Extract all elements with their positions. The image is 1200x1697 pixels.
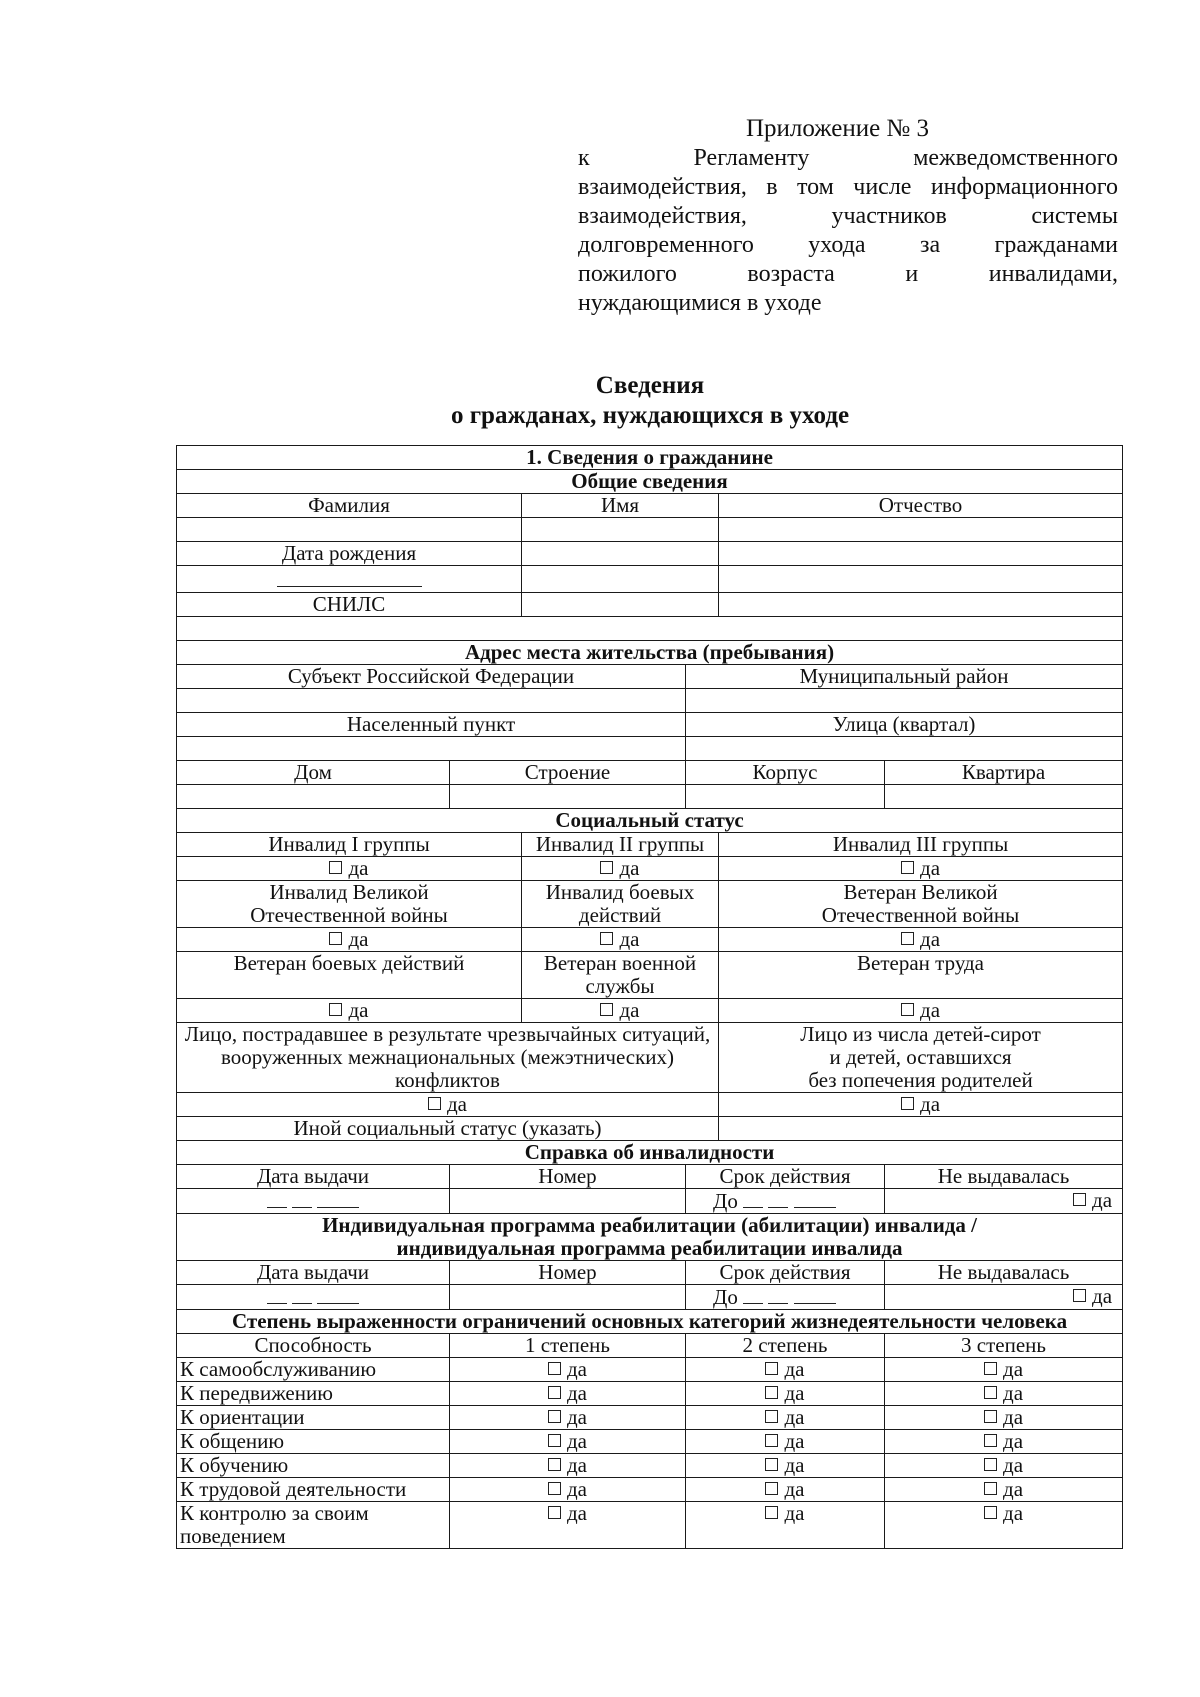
degree-1-checkbox[interactable]: да — [450, 1502, 686, 1549]
checkbox-icon — [984, 1482, 997, 1495]
empty-cell — [719, 566, 1123, 593]
checkbox-icon — [329, 861, 342, 874]
limits-degree-3-header: 3 степень — [885, 1334, 1123, 1358]
disabled-group-2-label: Инвалид II группы — [522, 833, 719, 857]
cert-number-field[interactable] — [450, 1189, 686, 1214]
ipr-not-issued-label: Не выдавалась — [885, 1261, 1123, 1285]
combat-disabled-label: Инвалид боевых действий — [522, 881, 719, 928]
subject-label: Субъект Российской Федерации — [177, 665, 686, 689]
orphan-checkbox[interactable]: да — [719, 1093, 1123, 1117]
limits-row — [177, 1478, 1123, 1502]
building-label: Строение — [450, 761, 686, 785]
document-subtitle: о гражданах, нуждающихся в уходе — [450, 402, 850, 429]
disabled-group-2-checkbox[interactable]: да — [522, 857, 719, 881]
section-disability-cert-title: Справка об инвалидности — [177, 1141, 1123, 1165]
limits-row — [177, 1382, 1123, 1406]
citizen-info-form — [176, 445, 1123, 1549]
checkbox-icon — [600, 861, 613, 874]
degree-3-checkbox[interactable]: да — [885, 1406, 1123, 1430]
cert-not-issued-label: Не выдавалась — [885, 1165, 1123, 1189]
checkbox-icon — [548, 1410, 561, 1423]
checkbox-icon — [765, 1482, 778, 1495]
surname-field[interactable] — [177, 518, 522, 542]
ipr-not-issued-checkbox[interactable]: да — [885, 1285, 1123, 1310]
block-label: Корпус — [686, 761, 885, 785]
orphan-label: Лицо из числа детей-сирот и детей, оставшихся без попечения родителей — [719, 1023, 1123, 1093]
ipr-validity-field[interactable]: До — [686, 1285, 885, 1310]
ability-label: К самообслуживанию — [177, 1358, 450, 1382]
disabled-group-3-label: Инвалид III группы — [719, 833, 1123, 857]
ability-label: К контролю за своим поведением — [177, 1502, 450, 1549]
combat-veteran-checkbox[interactable]: да — [177, 999, 522, 1023]
ww2-disabled-label: Инвалид Великой Отечественной войны — [177, 881, 522, 928]
checkbox-icon — [765, 1434, 778, 1447]
name-field[interactable] — [522, 518, 719, 542]
military-veteran-label: Ветеран военной службы — [522, 952, 719, 999]
cert-not-issued-checkbox[interactable]: да — [885, 1189, 1123, 1214]
patronymic-field[interactable] — [719, 518, 1123, 542]
ww2-veteran-checkbox[interactable]: да — [719, 928, 1123, 952]
checkbox-icon — [765, 1506, 778, 1519]
house-label: Дом — [177, 761, 450, 785]
checkbox-icon — [901, 932, 914, 945]
ability-label: К трудовой деятельности — [177, 1478, 450, 1502]
combat-veteran-label: Ветеран боевых действий — [177, 952, 522, 999]
ipr-number-label: Номер — [450, 1261, 686, 1285]
checkbox-icon — [600, 932, 613, 945]
cert-issue-date-field[interactable] — [177, 1189, 450, 1214]
checkbox-icon — [765, 1458, 778, 1471]
labor-veteran-checkbox[interactable]: да — [719, 999, 1123, 1023]
degree-1-checkbox[interactable]: да — [450, 1406, 686, 1430]
appendix-title: Приложение № 3 — [746, 115, 930, 142]
checkbox-icon — [548, 1458, 561, 1471]
empty-cell — [719, 593, 1123, 617]
district-label: Муниципальный район — [686, 665, 1123, 689]
subject-field[interactable] — [177, 689, 686, 713]
labor-veteran-label: Ветеран труда — [719, 952, 1123, 999]
ww2-veteran-label: Ветеран Великой Отечественной войны — [719, 881, 1123, 928]
ability-label: К обучению — [177, 1454, 450, 1478]
checkbox-icon — [984, 1410, 997, 1423]
empty-cell — [522, 566, 719, 593]
name-label: Имя — [522, 494, 719, 518]
birth-date-field[interactable] — [522, 542, 719, 566]
checkbox-icon — [329, 932, 342, 945]
degree-1-checkbox[interactable]: да — [450, 1454, 686, 1478]
checkbox-icon — [548, 1506, 561, 1519]
degree-3-checkbox[interactable]: да — [885, 1478, 1123, 1502]
degree-2-checkbox[interactable]: да — [686, 1358, 885, 1382]
limits-row — [177, 1502, 1123, 1549]
section-general-title: Общие сведения — [177, 470, 1123, 494]
patronymic-label: Отчество — [719, 494, 1123, 518]
surname-label: Фамилия — [177, 494, 522, 518]
disabled-group-1-label: Инвалид I группы — [177, 833, 522, 857]
degree-3-checkbox[interactable]: да — [885, 1502, 1123, 1549]
disabled-group-3-checkbox[interactable]: да — [719, 857, 1123, 881]
empty-cell — [719, 542, 1123, 566]
checkbox-icon — [765, 1386, 778, 1399]
section-address-title: Адрес места жительства (пребывания) — [177, 641, 1123, 665]
cert-validity-label: Срок действия — [686, 1165, 885, 1189]
cert-number-label: Номер — [450, 1165, 686, 1189]
checkbox-icon — [548, 1482, 561, 1495]
checkbox-icon — [600, 1003, 613, 1016]
district-field[interactable] — [686, 689, 1123, 713]
checkbox-icon — [901, 861, 914, 874]
house-field[interactable] — [177, 785, 450, 809]
degree-2-checkbox[interactable]: да — [686, 1454, 885, 1478]
birth-date-value-field[interactable] — [177, 566, 522, 593]
degree-1-checkbox[interactable]: да — [450, 1478, 686, 1502]
flat-label: Квартира — [885, 761, 1123, 785]
checkbox-icon — [901, 1097, 914, 1110]
birth-date-label: Дата рождения — [177, 542, 522, 566]
ipr-issue-date-label: Дата выдачи — [177, 1261, 450, 1285]
section-ipr-title: Индивидуальная программа реабилитации (абилитации) инвалида / индивидуальная программа реабилитации инвалида — [177, 1214, 1123, 1261]
degree-3-checkbox[interactable]: да — [885, 1358, 1123, 1382]
cert-validity-field[interactable]: До — [686, 1189, 885, 1214]
document-title: Сведения — [595, 372, 705, 399]
limits-row — [177, 1430, 1123, 1454]
building-field[interactable] — [450, 785, 686, 809]
snils-field[interactable] — [522, 593, 719, 617]
degree-2-checkbox[interactable]: да — [686, 1502, 885, 1549]
snils-label: СНИЛС — [177, 593, 522, 617]
checkbox-icon — [428, 1097, 441, 1110]
limits-row — [177, 1358, 1123, 1382]
ipr-number-field[interactable] — [450, 1285, 686, 1310]
ability-label: К ориентации — [177, 1406, 450, 1430]
empty-row — [177, 617, 1123, 641]
checkbox-icon — [548, 1434, 561, 1447]
degree-1-checkbox[interactable]: да — [450, 1358, 686, 1382]
appendix-line: взаимодействия, в том числе информационного — [578, 174, 1118, 200]
degree-3-checkbox[interactable]: да — [885, 1382, 1123, 1406]
degree-2-checkbox[interactable]: да — [686, 1430, 885, 1454]
checkbox-icon — [984, 1386, 997, 1399]
limits-row — [177, 1454, 1123, 1478]
limits-degree-2-header: 2 степень — [686, 1334, 885, 1358]
other-status-label: Иной социальный статус (указать) — [177, 1117, 719, 1141]
locality-field[interactable] — [177, 737, 686, 761]
combat-disabled-checkbox[interactable]: да — [522, 928, 719, 952]
appendix-line: пожилого возраста и инвалидами, — [578, 261, 1118, 287]
ability-label: К общению — [177, 1430, 450, 1454]
ww2-disabled-checkbox[interactable]: да — [177, 928, 522, 952]
checkbox-icon — [329, 1003, 342, 1016]
street-label: Улица (квартал) — [686, 713, 1123, 737]
section-social-title: Социальный статус — [177, 809, 1123, 833]
cert-issue-date-label: Дата выдачи — [177, 1165, 450, 1189]
checkbox-icon — [1073, 1193, 1086, 1206]
locality-label: Населенный пункт — [177, 713, 686, 737]
appendix-line: нуждающимися в уходе — [578, 290, 822, 316]
ipr-issue-date-field[interactable] — [177, 1285, 450, 1310]
flat-field[interactable] — [885, 785, 1123, 809]
limits-degree-1-header: 1 степень — [450, 1334, 686, 1358]
checkbox-icon — [765, 1362, 778, 1375]
emergency-victim-label: Лицо, пострадавшее в результате чрезвычайных ситуаций, вооруженных межнациональных (межэтнических) конфликтов — [177, 1023, 719, 1093]
appendix-line: взаимодействия, участников системы — [578, 203, 1118, 229]
checkbox-icon — [984, 1362, 997, 1375]
ipr-validity-label: Срок действия — [686, 1261, 885, 1285]
degree-2-checkbox[interactable]: да — [686, 1406, 885, 1430]
checkbox-icon — [984, 1506, 997, 1519]
checkbox-icon — [548, 1362, 561, 1375]
street-field[interactable] — [686, 737, 1123, 761]
emergency-victim-checkbox[interactable]: да — [177, 1093, 719, 1117]
degree-3-checkbox[interactable]: да — [885, 1430, 1123, 1454]
checkbox-icon — [901, 1003, 914, 1016]
checkbox-icon — [548, 1386, 561, 1399]
disabled-group-1-checkbox[interactable]: да — [177, 857, 522, 881]
degree-3-checkbox[interactable]: да — [885, 1454, 1123, 1478]
limits-ability-header: Способность — [177, 1334, 450, 1358]
appendix-note — [578, 114, 1118, 318]
checkbox-icon — [984, 1458, 997, 1471]
other-status-field[interactable] — [719, 1117, 1123, 1141]
block-field[interactable] — [686, 785, 885, 809]
section-citizen-title: 1. Сведения о гражданине — [177, 446, 1123, 470]
appendix-line: к Регламенту межведомственного — [578, 145, 1118, 171]
section-limits-title: Степень выраженности ограничений основных категорий жизнедеятельности человека — [177, 1310, 1123, 1334]
checkbox-icon — [765, 1410, 778, 1423]
degree-2-checkbox[interactable]: да — [686, 1382, 885, 1406]
degree-2-checkbox[interactable]: да — [686, 1478, 885, 1502]
ability-label: К передвижению — [177, 1382, 450, 1406]
checkbox-icon — [984, 1434, 997, 1447]
degree-1-checkbox[interactable]: да — [450, 1430, 686, 1454]
appendix-line: долговременного ухода за гражданами — [578, 232, 1118, 258]
checkbox-icon — [1073, 1289, 1086, 1302]
military-veteran-checkbox[interactable]: да — [522, 999, 719, 1023]
degree-1-checkbox[interactable]: да — [450, 1382, 686, 1406]
limits-row — [177, 1406, 1123, 1430]
